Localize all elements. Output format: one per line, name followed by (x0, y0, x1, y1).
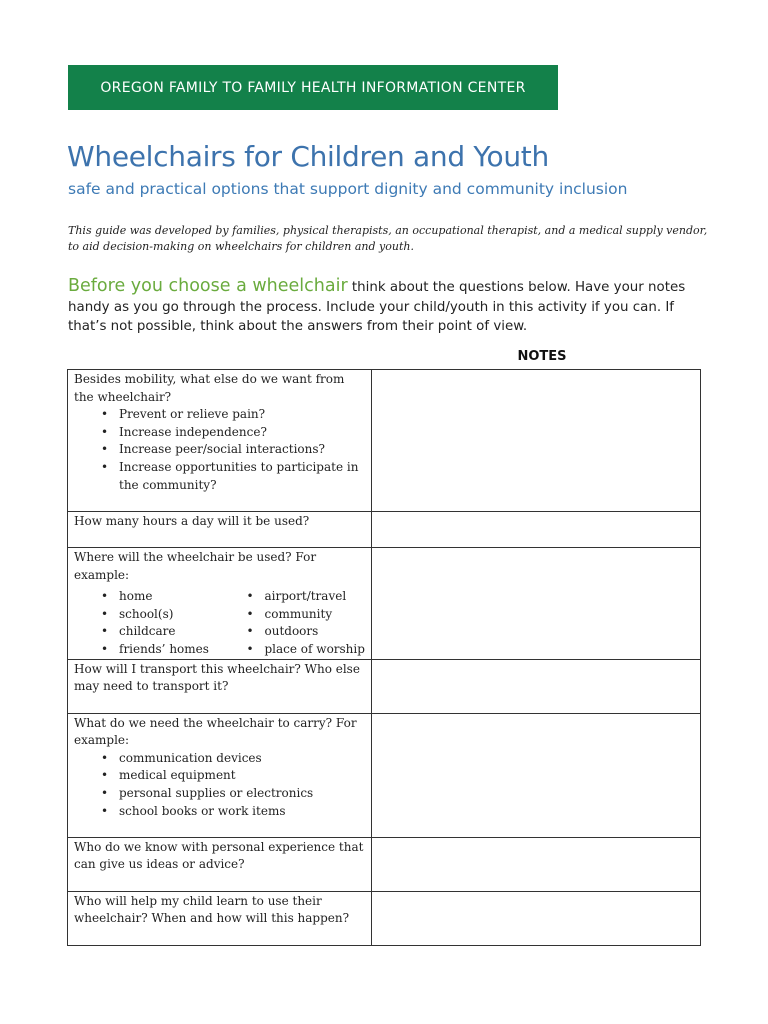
page-title: Wheelchairs for Children and Youth (67, 140, 549, 173)
question-cell (68, 659, 372, 713)
bullet-list (220, 588, 366, 658)
table-row (68, 659, 701, 713)
before-lead: Before you choose a wheelchair (68, 276, 348, 296)
before-paragraph (68, 277, 700, 337)
question-text: How many hours a day will it be used? (74, 514, 310, 528)
list-item: • Increase independence? (74, 424, 365, 442)
bullet-list (74, 750, 365, 820)
table-row (68, 713, 701, 837)
table-row (68, 548, 701, 660)
bullet-list (74, 406, 365, 494)
notes-cell[interactable] (372, 891, 701, 945)
notes-cell[interactable] (372, 837, 701, 891)
list-item: • communication devices (74, 750, 365, 768)
page-subtitle: safe and practical options that support dignity and community inclusion (68, 180, 628, 198)
notes-cell[interactable] (372, 512, 701, 548)
list-item: • airport/travel (220, 588, 366, 606)
table-row (68, 512, 701, 548)
question-cell (68, 713, 372, 837)
notes-cell[interactable] (372, 370, 701, 512)
notes-cell[interactable] (372, 713, 701, 837)
question-text: Where will the wheelchair be used? For example: (74, 550, 317, 582)
question-cell (68, 370, 372, 512)
list-item: • medical equipment (74, 767, 365, 785)
list-item: • place of worship (220, 641, 366, 659)
two-column-list (74, 588, 365, 658)
question-cell (68, 512, 372, 548)
list-item: • school books or work items (74, 803, 365, 821)
list-item: • Increase opportunities to participate in the community? (74, 459, 365, 494)
list-item: • childcare (74, 623, 220, 641)
questions-table (67, 369, 701, 946)
notes-cell[interactable] (372, 548, 701, 660)
bullet-list (74, 588, 220, 658)
question-cell (68, 548, 372, 660)
list-item: • Prevent or relieve pain? (74, 406, 365, 424)
banner-text: OREGON FAMILY TO FAMILY HEALTH INFORMATION CENTER (100, 79, 526, 96)
notes-header: NOTES (517, 349, 567, 364)
question-text: How will I transport this wheelchair? Who else may need to transport it? (74, 661, 360, 694)
list-item: • friends’ homes (74, 641, 220, 659)
list-item: • personal supplies or electronics (74, 785, 365, 803)
question-text: Who do we know with personal experience that can give us ideas or advice? (74, 839, 364, 872)
question-cell (68, 837, 372, 891)
list-item: • school(s) (74, 606, 220, 624)
before-text: think about the questions below. Have your notes handy as you go through the process. Include your child/youth in this activity if you can. If that’s not possible, think about the answers from their point of view. (68, 280, 686, 334)
question-text: Besides mobility, what else do we want from the wheelchair? (74, 372, 345, 404)
question-text: What do we need the wheelchair to carry? For example: (74, 715, 357, 748)
list-item: • Increase peer/social interactions? (74, 441, 365, 459)
question-text: Who will help my child learn to use their wheelchair? When and how will this happen? (74, 893, 350, 926)
header-banner (68, 65, 558, 110)
list-item: • community (220, 606, 366, 624)
table-row (68, 370, 701, 512)
table-row (68, 837, 701, 891)
notes-cell[interactable] (372, 659, 701, 713)
table-row (68, 891, 701, 945)
intro-paragraph: This guide was developed by families, physical therapists, an occupational therapist, and a medical supply vendor, to aid decision-making on wheelchairs for children and youth. (68, 224, 708, 253)
list-item: • home (74, 588, 220, 606)
question-cell (68, 891, 372, 945)
list-item: • outdoors (220, 623, 366, 641)
